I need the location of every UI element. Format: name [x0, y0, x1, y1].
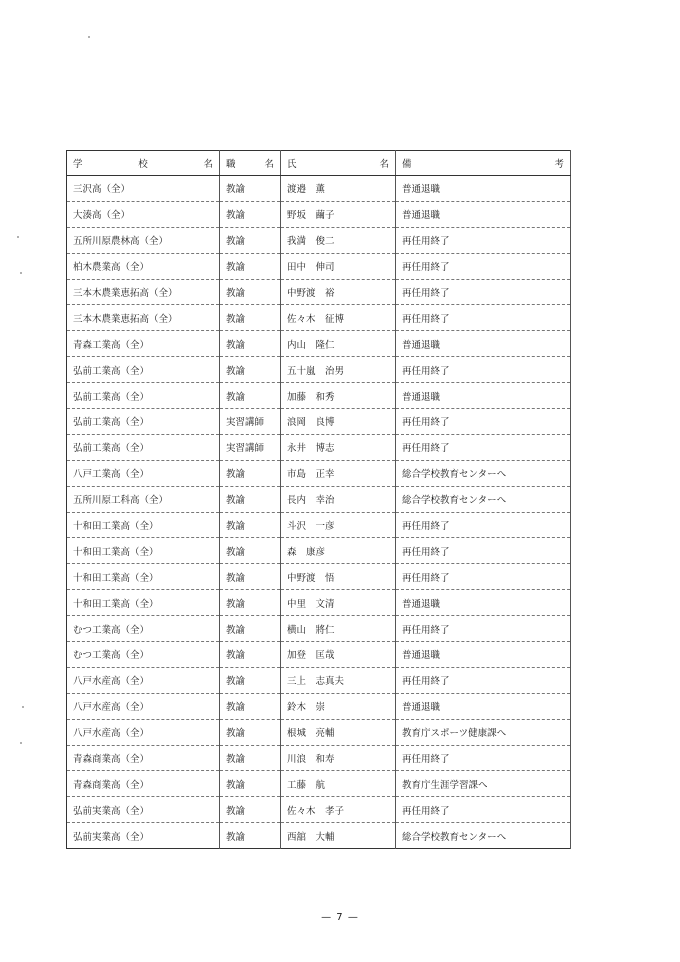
cell-title: 教諭 — [220, 719, 281, 745]
cell-title: 教諭 — [220, 590, 281, 616]
table-row — [67, 719, 571, 745]
cell-note: 再任用終了 — [396, 667, 571, 693]
cell-school: 十和田工業高（全） — [67, 538, 220, 564]
cell-school: 五所川原農林高（全） — [67, 227, 220, 253]
cell-school: 弘前実業高（全） — [67, 797, 220, 823]
cell-name: 横山 將仁 — [281, 616, 396, 642]
table-row — [67, 305, 571, 331]
table-row — [67, 797, 571, 823]
table-row — [67, 279, 571, 305]
header-title-char: 名 — [264, 159, 274, 170]
table-row — [67, 227, 571, 253]
cell-name: 野坂 繭子 — [281, 201, 396, 227]
header-school — [67, 151, 220, 176]
cell-name: 浪岡 良博 — [281, 409, 396, 435]
cell-name: 中里 文清 — [281, 590, 396, 616]
cell-note: 普通退職 — [396, 383, 571, 409]
cell-note: 再任用終了 — [396, 279, 571, 305]
cell-title: 教諭 — [220, 823, 281, 849]
cell-note: 再任用終了 — [396, 434, 571, 460]
cell-title: 教諭 — [220, 693, 281, 719]
cell-name: 森 康彦 — [281, 538, 396, 564]
table-row — [67, 564, 571, 590]
cell-name: 五十嵐 治男 — [281, 357, 396, 383]
cell-school: 八戸水産高（全） — [67, 693, 220, 719]
cell-school: 弘前実業高（全） — [67, 823, 220, 849]
cell-title: 教諭 — [220, 227, 281, 253]
cell-school: 青森商業高（全） — [67, 771, 220, 797]
cell-note: 教育庁生涯学習課へ — [396, 771, 571, 797]
table-row — [67, 823, 571, 849]
scan-speck — [22, 706, 24, 708]
header-note-char: 備 — [402, 159, 412, 170]
cell-school: 八戸水産高（全） — [67, 719, 220, 745]
cell-name: 市島 正幸 — [281, 460, 396, 486]
cell-school: 青森工業高（全） — [67, 331, 220, 357]
cell-name: 渡邉 薫 — [281, 176, 396, 202]
cell-school: 八戸工業高（全） — [67, 460, 220, 486]
cell-title: 教諭 — [220, 305, 281, 331]
table-row — [67, 460, 571, 486]
cell-title: 教諭 — [220, 642, 281, 668]
cell-title: 教諭 — [220, 745, 281, 771]
table-row — [67, 176, 571, 202]
header-school-char: 名 — [203, 159, 213, 170]
cell-title: 教諭 — [220, 279, 281, 305]
cell-title: 教諭 — [220, 616, 281, 642]
cell-note: 再任用終了 — [396, 227, 571, 253]
table-row — [67, 331, 571, 357]
cell-name: 工藤 航 — [281, 771, 396, 797]
cell-title: 教諭 — [220, 357, 281, 383]
cell-school: 三本木農業恵拓高（全） — [67, 305, 220, 331]
cell-note: 普通退職 — [396, 176, 571, 202]
table-header-row — [67, 151, 571, 176]
header-name-char: 名 — [379, 159, 389, 170]
cell-note: 再任用終了 — [396, 512, 571, 538]
cell-note: 再任用終了 — [396, 745, 571, 771]
scan-speck — [20, 272, 22, 274]
personnel-table — [66, 150, 571, 849]
table-row — [67, 409, 571, 435]
header-school-char: 学 — [73, 159, 83, 170]
table-row — [67, 201, 571, 227]
cell-school: 弘前工業高（全） — [67, 409, 220, 435]
cell-name: 我満 俊二 — [281, 227, 396, 253]
table-row — [67, 357, 571, 383]
cell-name: 三上 志真夫 — [281, 667, 396, 693]
cell-title: 教諭 — [220, 201, 281, 227]
table-row — [67, 693, 571, 719]
cell-title: 教諭 — [220, 176, 281, 202]
cell-name: 永井 博志 — [281, 434, 396, 460]
cell-name: 中野渡 裕 — [281, 279, 396, 305]
cell-note: 再任用終了 — [396, 305, 571, 331]
cell-school: 三沢高（全） — [67, 176, 220, 202]
cell-school: 弘前工業高（全） — [67, 383, 220, 409]
table-row — [67, 642, 571, 668]
cell-note: 再任用終了 — [396, 357, 571, 383]
cell-school: 大湊高（全） — [67, 201, 220, 227]
table-row — [67, 590, 571, 616]
cell-title: 教諭 — [220, 771, 281, 797]
cell-school: むつ工業高（全） — [67, 616, 220, 642]
cell-name: 川浪 和寿 — [281, 745, 396, 771]
scan-speck — [20, 742, 22, 744]
header-name — [281, 151, 396, 176]
cell-school: 柏木農業高（全） — [67, 253, 220, 279]
cell-title: 教諭 — [220, 512, 281, 538]
cell-name: 西舘 大輔 — [281, 823, 396, 849]
cell-name: 斗沢 一彦 — [281, 512, 396, 538]
cell-name: 中野渡 悟 — [281, 564, 396, 590]
table-row — [67, 771, 571, 797]
cell-title: 教諭 — [220, 253, 281, 279]
cell-title: 教諭 — [220, 538, 281, 564]
cell-name: 佐々木 孝子 — [281, 797, 396, 823]
cell-note: 普通退職 — [396, 331, 571, 357]
table-row — [67, 253, 571, 279]
cell-note: 再任用終了 — [396, 616, 571, 642]
cell-title: 実習講師 — [220, 434, 281, 460]
cell-name: 佐々木 征博 — [281, 305, 396, 331]
table-row — [67, 745, 571, 771]
table-body — [67, 176, 571, 849]
cell-note: 総合学校教育センターへ — [396, 486, 571, 512]
cell-title: 教諭 — [220, 331, 281, 357]
header-title — [220, 151, 281, 176]
cell-note: 普通退職 — [396, 693, 571, 719]
cell-note: 普通退職 — [396, 201, 571, 227]
table-row — [67, 512, 571, 538]
cell-name: 鈴木 崇 — [281, 693, 396, 719]
table-row — [67, 383, 571, 409]
cell-title: 教諭 — [220, 797, 281, 823]
table-row — [67, 616, 571, 642]
cell-name: 加登 匡哉 — [281, 642, 396, 668]
cell-school: 十和田工業高（全） — [67, 512, 220, 538]
cell-name: 長内 幸治 — [281, 486, 396, 512]
cell-name: 加藤 和秀 — [281, 383, 396, 409]
scan-speck — [88, 36, 90, 38]
scan-speck — [17, 236, 19, 238]
cell-school: 五所川原工科高（全） — [67, 486, 220, 512]
cell-school: 八戸水産高（全） — [67, 667, 220, 693]
cell-school: 弘前工業高（全） — [67, 434, 220, 460]
cell-title: 実習講師 — [220, 409, 281, 435]
cell-note: 再任用終了 — [396, 564, 571, 590]
table-row — [67, 538, 571, 564]
cell-title: 教諭 — [220, 667, 281, 693]
cell-title: 教諭 — [220, 564, 281, 590]
cell-school: 弘前工業高（全） — [67, 357, 220, 383]
cell-school: 三本木農業恵拓高（全） — [67, 279, 220, 305]
cell-school: 十和田工業高（全） — [67, 564, 220, 590]
cell-school: むつ工業高（全） — [67, 642, 220, 668]
cell-note: 再任用終了 — [396, 538, 571, 564]
cell-name: 田中 伸司 — [281, 253, 396, 279]
cell-name: 内山 隆仁 — [281, 331, 396, 357]
cell-school: 青森商業高（全） — [67, 745, 220, 771]
header-title-char: 職 — [226, 159, 236, 170]
cell-note: 総合学校教育センターへ — [396, 460, 571, 486]
cell-note: 再任用終了 — [396, 797, 571, 823]
cell-note: 総合学校教育センターへ — [396, 823, 571, 849]
cell-note: 再任用終了 — [396, 409, 571, 435]
cell-note: 普通退職 — [396, 642, 571, 668]
cell-title: 教諭 — [220, 383, 281, 409]
cell-note: 教育庁スポーツ健康課へ — [396, 719, 571, 745]
header-name-char: 氏 — [287, 159, 297, 170]
page-number: — 7 — — [321, 912, 359, 923]
header-school-char: 校 — [138, 159, 148, 170]
header-note-char: 考 — [554, 159, 564, 170]
cell-note: 再任用終了 — [396, 253, 571, 279]
cell-note: 普通退職 — [396, 590, 571, 616]
cell-title: 教諭 — [220, 460, 281, 486]
table-row — [67, 434, 571, 460]
table-row — [67, 486, 571, 512]
header-note — [396, 151, 571, 176]
table-row — [67, 667, 571, 693]
cell-school: 十和田工業高（全） — [67, 590, 220, 616]
cell-title: 教諭 — [220, 486, 281, 512]
cell-name: 根城 亮輔 — [281, 719, 396, 745]
